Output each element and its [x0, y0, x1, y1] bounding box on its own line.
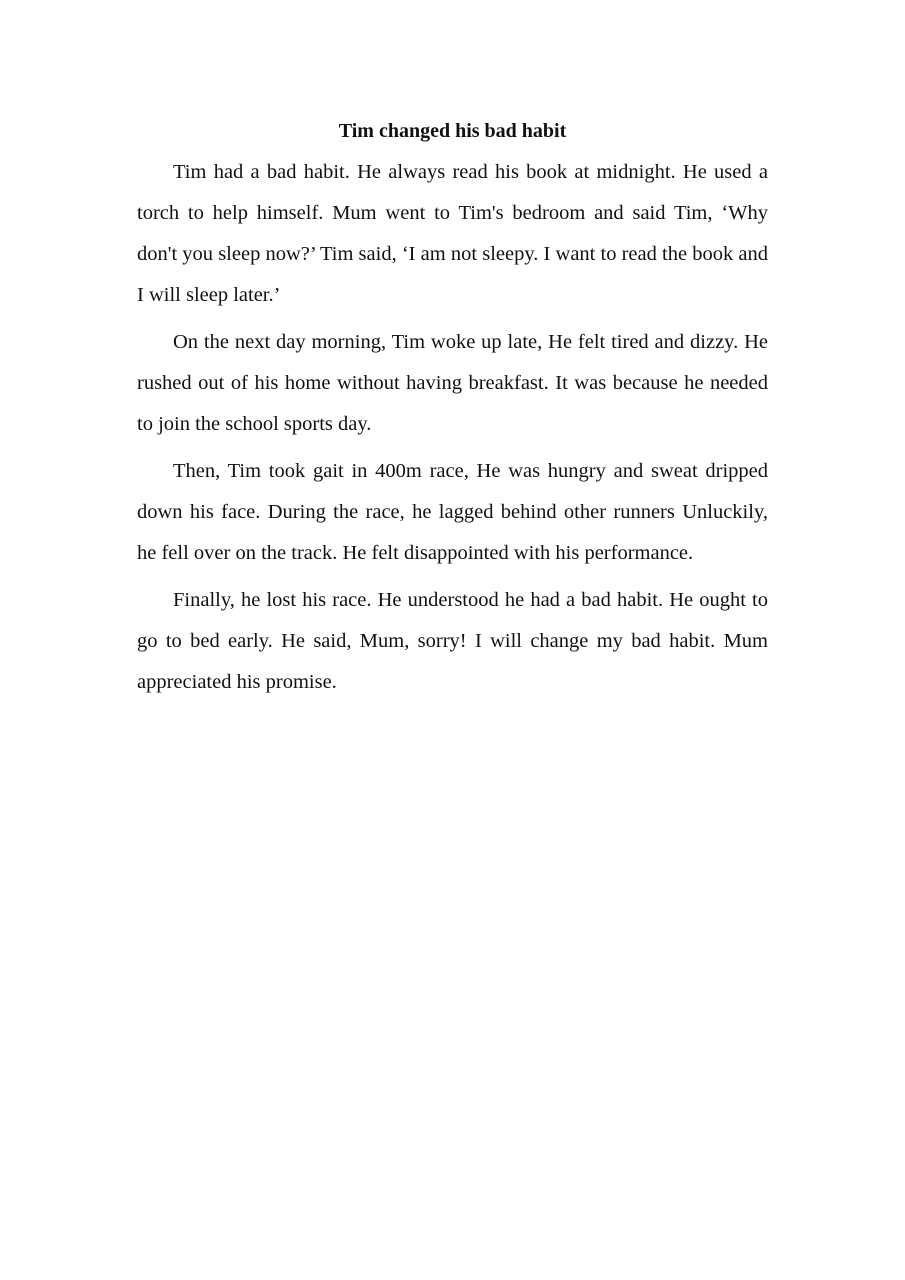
paragraph-2: On the next day morning, Tim woke up late, He felt tired and dizzy. He rushed out of his home without having breakfast. It was because he needed to join the school sports day.	[137, 331, 768, 435]
paragraph-4: Finally, he lost his race. He understood he had a bad habit. He ought to go to bed early. He said, Mum, sorry! I will change my bad habit. Mum appreciated his promise.	[137, 589, 768, 693]
document-title: Tim changed his bad habit	[338, 120, 567, 142]
paragraph-1: Tim had a bad habit. He always read his book at midnight. He used a torch to help himself. Mum went to Tim's bedroom and said Tim, ‘Why don't you sleep now?’ Tim said, ‘I am not sleepy. I want to read the book and I will sleep later.’	[137, 161, 768, 306]
paragraph-3: Then, Tim took gait in 400m race, He was hungry and sweat dripped down his face. During the race, he lagged behind other runners Unluckily, he fell over on the track. He felt disappointed with his performance.	[137, 460, 768, 564]
document-body	[137, 118, 768, 703]
